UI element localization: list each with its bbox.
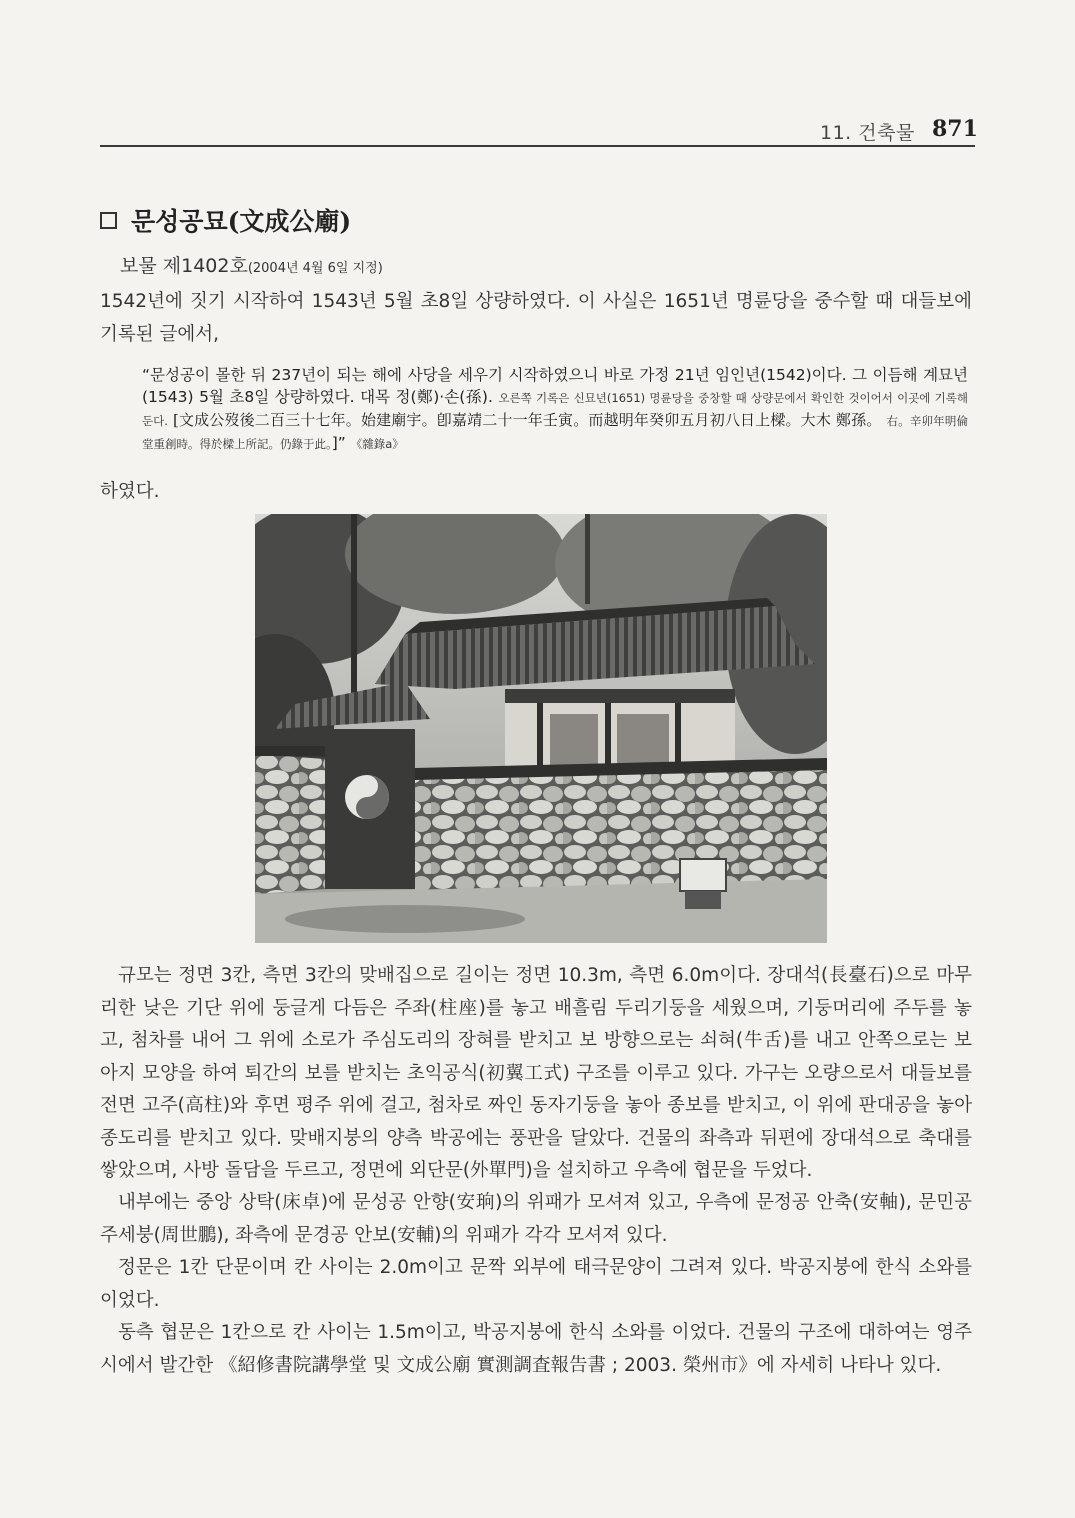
entry-heading: [100, 200, 351, 240]
quotation-block: [142, 364, 968, 455]
shrine-photo: [255, 514, 827, 943]
quote-end: 하였다.: [100, 481, 160, 502]
designation-main: 보물 제1402호: [120, 255, 248, 277]
entry-title: 문성공묘(文成公廟): [131, 207, 352, 236]
chapter-title: 11. 건축물: [820, 122, 915, 144]
header-rule: [100, 145, 975, 147]
intro-paragraph: 1542년에 짓기 시작하여 1543년 5월 초8일 상량하였다. 이 사실은 1651년 명륜당을 중수할 때 대들보에 기록된 글에서,: [100, 291, 972, 345]
designation-line: [120, 251, 383, 278]
designation-date: (2004년 4월 6일 지정): [247, 261, 383, 276]
quote-close: ]”: [331, 434, 346, 452]
page-number: 871: [932, 116, 978, 142]
body-paragraph-4: 동측 협문은 1칸으로 칸 사이는 1.5m이고, 박공지붕에 한식 소와를 이었다. 건물의 구조에 대하여는 영주시에서 발간한 《紹修書院講學堂 및 文成公廟 實測調査報告書 ; 2003. 榮州市》에 자세히 나타나 있다.: [100, 1322, 972, 1376]
body-paragraph-2: 내부에는 중앙 상탁(床卓)에 문성공 안향(安珦)의 위패가 모셔져 있고, 우측에 문정공 안축(安軸), 문민공 주세붕(周世鵬), 좌측에 문경공 안보(安輔)의 위패가 각각 모셔져 있다.: [100, 1192, 972, 1246]
running-header: [0, 112, 1075, 152]
quote-main: “문성공이 몰한 뒤 237년이 되는 해에 사당을 세우기 시작하였으니 바로 가정 21년 임인년(1542)이다. 그 이듬해 계묘년(1543) 5월 초8일 상량하였다. 대목 정(鄭)·손(孫).: [142, 366, 968, 406]
shrine-photo-illustration: [255, 514, 827, 943]
body-paragraph-1: 규모는 정면 3칸, 측면 3칸의 맞배집으로 길이는 정면 10.3m, 측면 6.0m이다. 장대석(長臺石)으로 마무리한 낮은 기단 위에 둥글게 다듬은 주좌(柱座)를 놓고 배흘림 두리기둥을 세웠으며, 기둥머리에 주두를 놓고, 첨차를 내어 그 위에 소로가 주심도리의 장혀를 받치고 보 방향으로는 쇠혀(牛舌)를 내고 안쪽으로는 보아지 모양을 하여 퇴간의 보를 받치는 초익공식(初翼工式) 구조를 이루고 있다. 가구는 오량으로서 대들보를 전면 고주(高柱)와 후면 평주 위에 걸고, 첨차로 짜인 동자기둥을 놓아 종보를 받치고, 이 위에 판대공을 놓아 종도리를 받치고 있다. 맞배지붕의 양측 박공에는 풍판을 달았다. 건물의 좌측과 뒤편에 장대석으로 축대를 쌓았으며, 사방 돌담을 두르고, 정면에 외단문(外單門)을 설치하고 우측에 협문을 두었다.: [100, 965, 972, 1181]
square-bullet-icon: [100, 212, 117, 229]
quote-source: 《雜錄a》: [350, 437, 404, 451]
body-paragraph-3: 정문은 1칸 단문이며 칸 사이는 2.0m이고 문짝 외부에 태극문양이 그려져 있다. 박공지붕에 한식 소와를 이었다.: [100, 1257, 972, 1311]
quote-hanja: [文成公歿後二百三十七年。始建廟宇。卽嘉靖二十一年壬寅。而越明年癸卯五月初八日上樑。大木 鄭孫。: [172, 411, 882, 429]
quote-note: 오른쪽 기록은 신묘년(1651) 명륜당을 중창할 때 상량문에서 확인한 것이어서 이곳에 기록해 둔다.: [142, 391, 968, 428]
quote-hanja-small: 右。辛卯年明倫堂重創時。得於樑上所記。仍錄于此。: [142, 414, 968, 451]
